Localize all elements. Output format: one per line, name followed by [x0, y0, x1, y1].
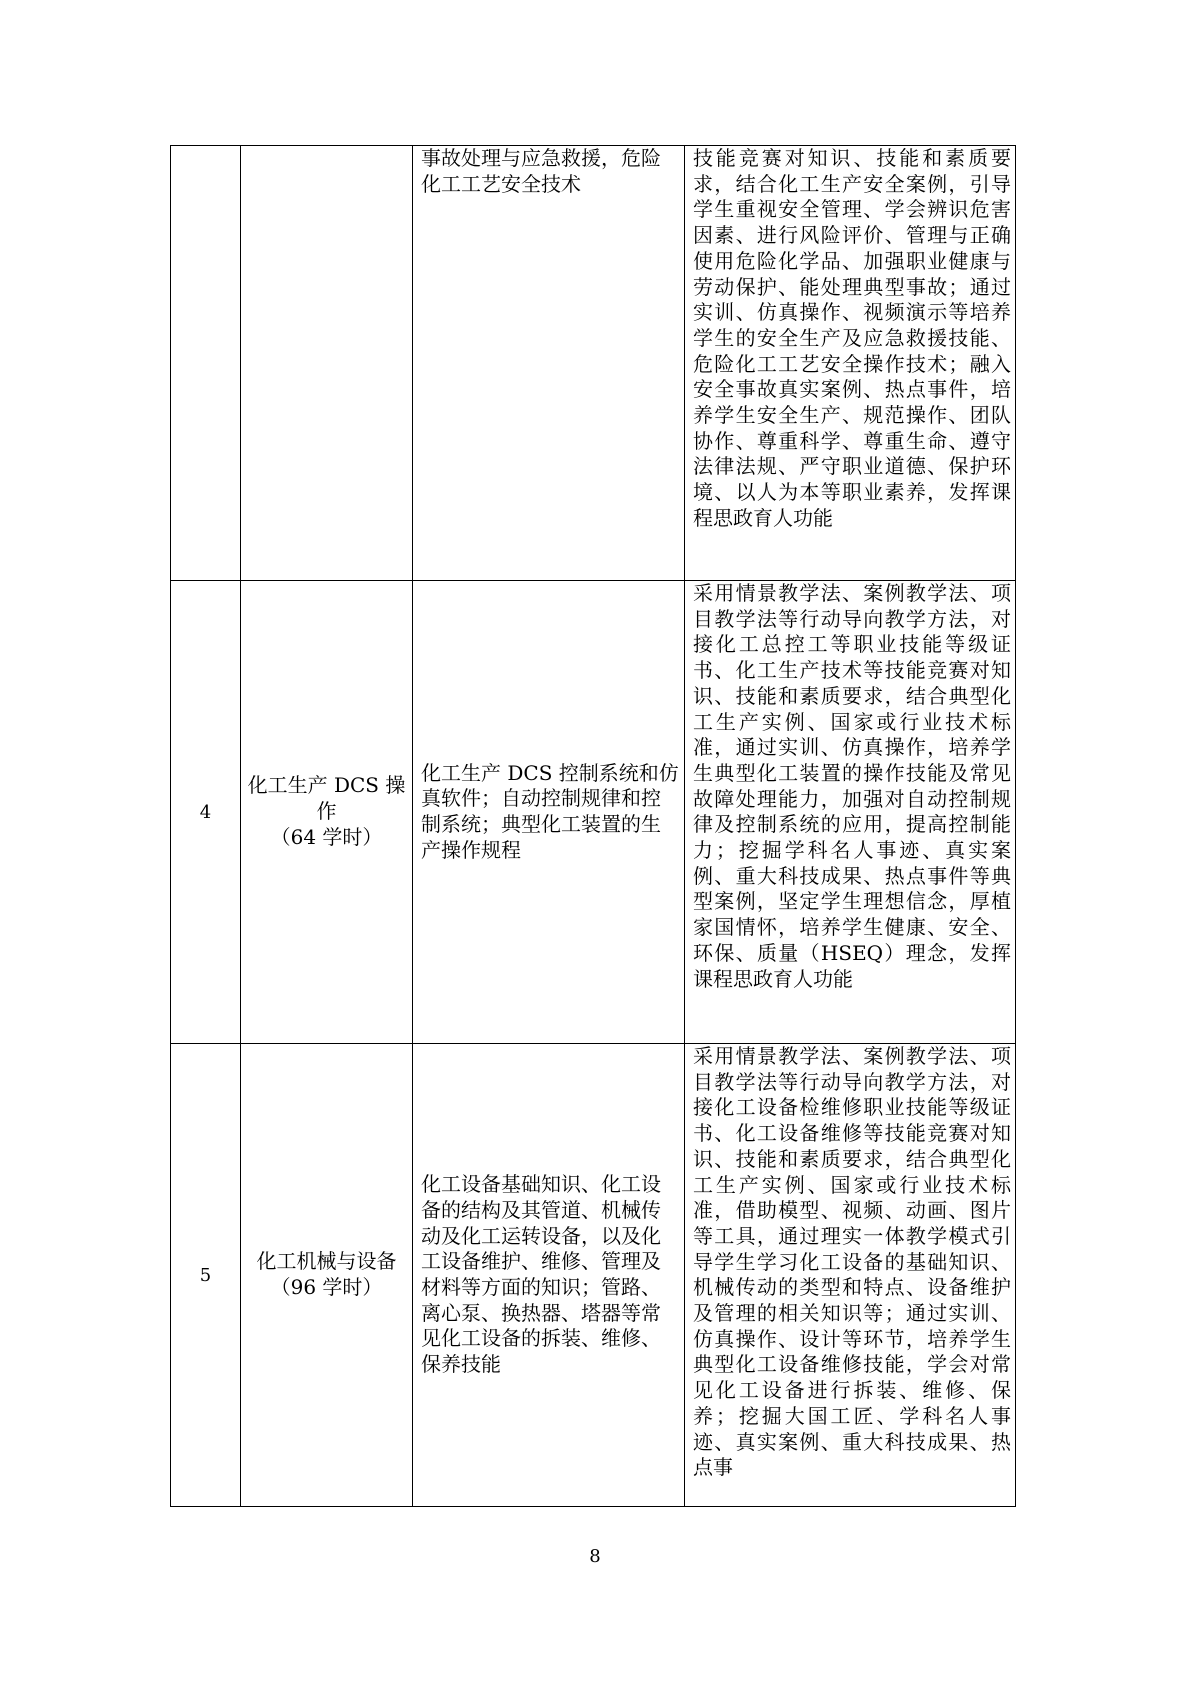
course-requirement: 技能竞赛对知识、技能和素质要求，结合化工生产安全案例，引导学生重视安全管理、学会辨识危害因素、进行风险评价、管理与正确使用危险化学品、加强职业健康与劳动保护、能处理典型事故；通过实训、仿真操作、视频演示等培养学生的安全生产及应急救援技能、危险化工工艺安全操作技术；融入安全事故真实案例、热点事件，培养学生安全生产、规范操作、团队协作、尊重科学、尊重生命、遵守法律法规、严守职业道德、保护环境、以人为本等职业素养，发挥课程思政育人功能 — [693, 146, 1011, 530]
course-name: 化工生产 DCS 操作 — [247, 773, 406, 824]
course-content-cell — [413, 581, 685, 1044]
course-name-cell — [241, 581, 413, 1044]
curriculum-table — [170, 145, 1016, 1507]
course-content: 化工生产 DCS 控制系统和仿真软件；自动控制规律和控制系统；典型化工装置的生产操作规程 — [421, 760, 679, 862]
course-content-cell — [413, 146, 685, 581]
course-requirement-cell — [685, 146, 1016, 581]
row-number: 4 — [199, 801, 212, 823]
course-requirement-cell — [685, 1044, 1016, 1507]
row-number-cell — [171, 146, 241, 581]
course-requirement-cell — [685, 581, 1016, 1044]
course-requirement: 采用情景教学法、案例教学法、项目教学法等行动导向教学方法，对接化工设备检维修职业技能等级证书、化工设备维修等技能竞赛对知识、技能和素质要求，结合典型化工生产实例、国家或行业技术标准，借助模型、视频、动画、图片等工具，通过理实一体教学模式引导学生学习化工设备的基础知识、机械传动的类型和特点、设备维护及管理的相关知识等；通过实训、仿真操作、设计等环节，培养学生典型化工设备维修技能，学会对常见化工设备进行拆装、维修、保养；挖掘大国工匠、学科名人事迹、真实案例、重大科技成果、热点事 — [693, 1044, 1011, 1480]
course-hours: （96 学时） — [270, 1275, 383, 1299]
row-number-cell — [171, 581, 241, 1044]
row-number: 5 — [199, 1264, 212, 1286]
row-number-cell — [171, 1044, 241, 1507]
table-row — [171, 1044, 1016, 1507]
course-name-cell — [241, 146, 413, 581]
page-number: 8 — [589, 1546, 601, 1567]
course-name-cell — [241, 1044, 413, 1507]
course-content-cell — [413, 1044, 685, 1507]
course-name: 化工机械与设备 — [256, 1249, 397, 1274]
table-row — [171, 146, 1016, 581]
course-content: 事故处理与应急救援，危险化工工艺安全技术 — [421, 146, 661, 196]
course-content: 化工设备基础知识、化工设备的结构及其管道、机械传动及化工运转设备，以及化工设备维护、维修、管理及材料等方面的知识；管路、离心泵、换热器、塔器等常见化工设备的拆装、维修、保养技能 — [421, 1172, 661, 1377]
table-row — [171, 581, 1016, 1044]
course-hours: （64 学时） — [270, 824, 383, 849]
course-requirement: 采用情景教学法、案例教学法、项目教学法等行动导向教学方法，对接化工总控工等职业技能等级证书、化工生产技术等技能竞赛对知识、技能和素质要求，结合典型化工生产实例、国家或行业技术标准，通过实训、仿真操作，培养学生典型化工装置的操作技能及常见故障处理能力，加强对自动控制规律及控制系统的应用，提高控制能力；挖掘学科名人事迹、真实案例、重大科技成果、热点事件等典型案例，坚定学生理想信念，厚植家国情怀，培养学生健康、安全、环保、质量（HSEQ）理念，发挥课程思政育人功能 — [693, 581, 1011, 991]
